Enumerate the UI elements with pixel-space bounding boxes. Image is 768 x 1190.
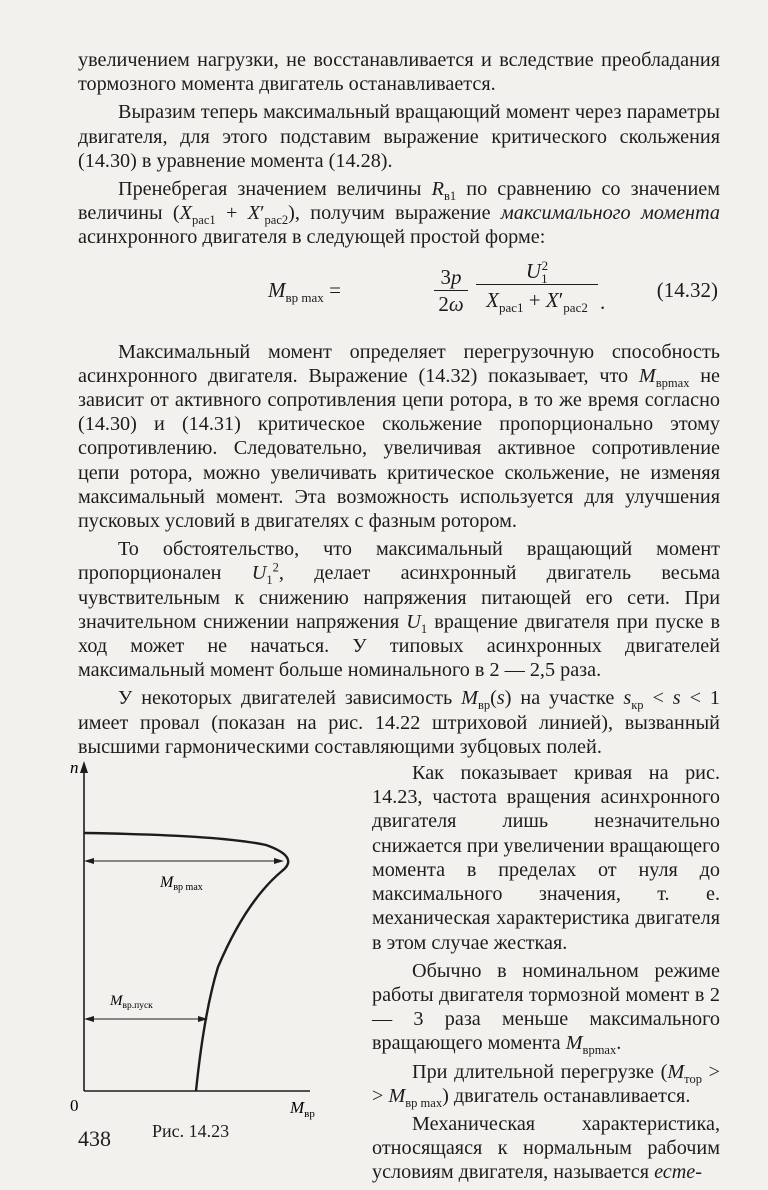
max-moment-label: Mвр max [160, 874, 203, 894]
axis-x-label: $M_{вр}$ [290, 1098, 315, 1121]
axis-y-label: n [70, 761, 79, 778]
max-arrow-left [84, 858, 94, 864]
figure-text-block [70, 761, 721, 1184]
formula-lhs: $M_{вр max}$ = [268, 277, 341, 305]
formula-fraction-1: $\frac{3p}{2\omega}$ [434, 264, 468, 317]
right-column-text [372, 761, 720, 1184]
paragraph-4: Максимальный момент определяет перегрузочную способность асинхронного двигателя. Выражение (14.32) показывает, что $M_{врmax}$ не зависит от активного сопротивления цепи ротора, в то же время согласно (14.30) и (14.31) критическое скольжение пропорционально этому сопротивлению. Следовательно, увеличивая активное сопротивление цепи ротора, можно увеличивать критическое скольжение, не изменяя максимальный момент. Эта возможность используется для улучшения пусковых условий в двигателях с фазным ротором. [78, 340, 721, 533]
paragraph-5: То обстоятельство, что максимальный вращающий момент пропорционален $U_1^2$, делает асинхронный двигатель весьма чувствительным к снижению напряжения питающей его сети. При значительном снижении напряжения $U_1$ вращение двигателя при пуске в ход может не начаться. У типовых асинхронных двигателей максимальный момент больше номинального в 2 — 2,5 раза. [78, 538, 721, 682]
figure-14-23 [70, 761, 330, 1161]
paragraph-3: Пренебрегая значением величины $R_{в1}$ по сравнению со значением величины $(X_{рас1} + X'_{рас2})$, получим выражение максимального момента асинхронного двигателя в следующей простой форме: [78, 178, 721, 249]
formula-number: (14.32) [656, 277, 718, 302]
page-number: 438 [78, 1126, 111, 1151]
origin-label: 0 [70, 1096, 79, 1116]
paragraph-6: У некоторых двигателей зависимость $M_{вр}(s)$ на участке $s_{кр} < s < 1$ имеет провал (показан на рис. 14.22 штриховой линией), вызванный высшими гармоническими составляющими зубцовых полей. [78, 687, 721, 758]
paragraph-1: увеличением нагрузки, не восстанавливается и вследствие преобладания тормозного момента двигатель останавливается. [78, 49, 720, 96]
start-arrow-left [84, 1016, 94, 1022]
formula-14-32: $M_{вр max}$ = $\frac{3p}{2\omega}$ $U_1^2$ $X_{рас1} + X'_{рас2}$ . (14.32) [268, 257, 718, 316]
y-axis-arrow [80, 761, 88, 773]
page-content [70, 48, 721, 1184]
formula-fraction-2: $U_1^2$ $X_{рас1} + X'_{рас2}$ [476, 258, 598, 313]
characteristic-curve [84, 833, 288, 1091]
right-paragraph-1: Как показывает кривая на рис. 14.23, частота вращения асинхронного двигателя лишь незначительно снижается при увеличении вращающего момента в пределах от нуля до максимального значения, т. е. механическая характеристика двигателя в этом случае жесткая. [372, 762, 721, 954]
mechanical-characteristic-diagram [70, 761, 330, 1121]
figure-caption: Рис. 14.23 [152, 1121, 230, 1142]
max-arrow-right [274, 858, 284, 864]
right-paragraph-2: Обычно в номинальном режиме работы двигателя тормозной момент в 2 — 3 раза меньше максимального вращающего момента $M_{врmax}$. [372, 959, 720, 1058]
start-moment-label: $M_{вр.пуск}$ [110, 993, 153, 1012]
right-paragraph-3: При длительной перегрузке ($M_{тор}$ > > $M_{вр max}$) двигатель останавливается. [372, 1060, 720, 1110]
right-paragraph-4: Механическая характеристика, относящаяся к нормальным рабочим условиям двигателя, называется есте- [372, 1112, 720, 1184]
paragraph-2: Выразим теперь максимальный вращающий момент через параметры двигателя, для этого подставим выражение критического скольжения (14.30) в уравнение момента (14.28). [78, 101, 720, 172]
